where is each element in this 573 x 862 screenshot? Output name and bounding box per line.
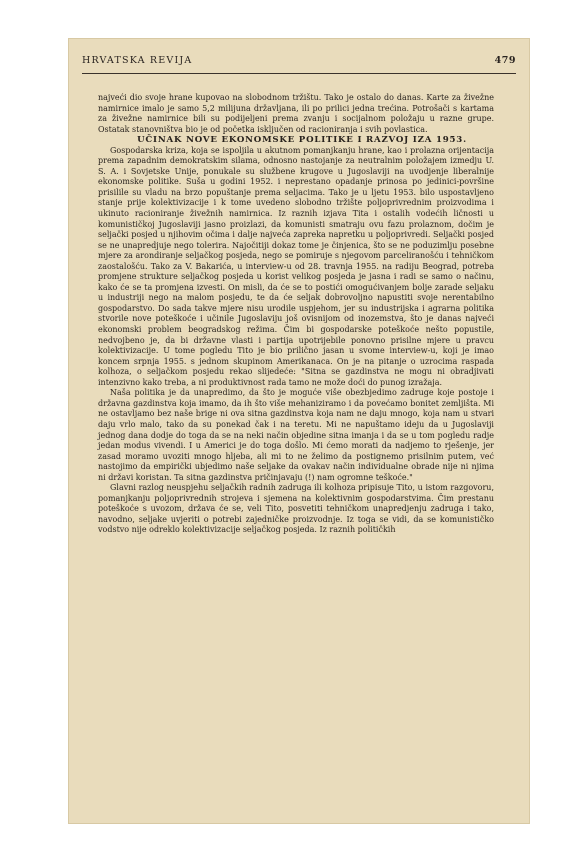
- header-rule: [82, 73, 516, 74]
- paragraph-1: Gospodarska kriza, koja se ispoljila u akutnom pomanjkanju hrane, kao i prolazna orijentacija prema zapadnim demokratskim silama, odnosno nastojanje za neutralnim položajem izmedju U. S. A. i Sovjetske Unije, ponukale su službene krugove u Jugoslaviji na uvodjenje liberalnije ekonomske politike. Suša u godini 1952. i neprestano opadanje prinosa po jedinici-površine prisilile su vladu na brzo popuštanje prema seljacima. Tako je u ljetu 1953. bilo uspostavljeno stanje prije kolektivizacije i k tome uvedeno slobodno tržište poljoprivrednim proizvodima i ukinuto racioniranje živežnih namirnica. Iz raznih izjava Tita i ostalih vodećih ličnosti u komunističkoj Jugoslaviji jasno proizlazi, da komunisti smatraju ovu fazu prolaznom, dočim je seljački posjed u njihovim očima i dalje najveća zapreka napretku u poljoprivredi. Seljački posjed se ne unapredjuje nego tolerira. Najočitiji dokaz tome je činjenica, što se ne poduzimlju posebne mjere za arondiranje seljačkog posjeda, nego se pomiruje s njegovom parceliranošću i tehničkom zaostalošću. Tako za V. Bakarića, u interview-u od 28. travnja 1955. na radiju Beograd, potreba promjene strukture seljačkog posjeda u korist velikog posjeda je jasna i radi se samo o načinu, kako će se ta promjena izvesti. On misli, da će se to postići omogućivanjem bolje zarade seljaku u industriji nego na malom posjedu, te da će seljak dobrovoljno napustiti svoje nerentabilno gospodarstvo. Do sada takve mjere nisu urodile uspjehom, jer su industrijska i agrarna politika stvorile nove poteškoće i učinile Jugoslaviju još ovisnijom od inozemstva, što je danas najveći ekonomski problem beogradskog režima. Čim bi gospodarske poteškoće nešto popustile, nedvojbeno je, da bi državne vlasti i partija upotrijebile ponovno prisilne mjere u pravcu kolektivizacije. U tome pogledu Tito je bio prilično jasan u svome interview-u, koji je imao koncem srpnja 1955. s jednom skupinom Amerikanaca. On je na pitanje o uzrocima raspada kolhoza, o seljačkom posjedu rekao slijedeće: "Sitna se gazdinstva ne mogu ni obradjivati intenzivno kako treba, a ni produktivnost rada tamo ne može doći do punog izražaja.: [98, 145, 494, 387]
- paragraph-2: Naša politika je da unapredimo, da što je moguće više obezbjedimo zadruge koje postoje i državna gazdinstva koja imamo, da ih što više mehaniziramo i da povećamo bonitet zemljišta. Mi ne ostavljamo bez naše brige ni ova sitna gazdinstva koja nam ne daju mnogo, koja nam u stvari daju vrlo malo, tako da su ponekad čak i na teretu. Mi ne napuštamo ideju da u Jugoslaviji jednog dana dodje do toga da se na neki način objedine sitna imanja i da se u tom pogledu radje jedan modus vivendi. I u Americi je do toga došlo. Mi ćemo morati da nadjemo to rješenje, jer zasad moramo uvoziti mnogo hljeba, ali mi to ne želimo da postignemo prisilnim putem, već nastojimo da empirički ubjedimo naše seljake da ovakav način individualne obrade nije ni njima ni državi koristan. Ta sitna gazdinstva pričinjavaju (!) nam ogromne teškoće.": [98, 388, 494, 482]
- section-heading: UČINAK NOVE EKONOMSKE POLITIKE I RAZVOJ IZA 1953.: [137, 135, 467, 146]
- article-body: [98, 93, 494, 536]
- running-head: [82, 55, 516, 69]
- paragraph-3: Glavni razlog neuspjehu seljačkih radnih zadruga ili kolhoza pripisuje Tito, u istom razgovoru, pomanjkanju poljoprivrednih strojeva i sjemena na kolektivnim gospodarstvima. Čim prestanu poteškoće s uvozom, država će se, veli Tito, posvetiti tehničkom unapredjenju zadruga i tako, navodno, seljake uvjeriti o potrebi zajedničke proizvodnje. Iz toga se vidi, da se komunističko vodstvo nije odreklo kolektivizacije seljačkog posjeda. Iz raznih političkih: [98, 483, 494, 535]
- intro-paragraph: najveći dio svoje hrane kupovao na slobodnom tržištu. Tako je ostalo do danas. Karte za živežne namirnice imalo je samo 5,2 milijuna državljana, ili po prilici jedna trećina. Potrošači s kartama za živežne namirnice bili su podijeljeni prema zvanju i socijalnom položaju u razne grupe. Ostatak stanovništva bio je od početka isključen od racioniranja i svih povlastica.: [98, 93, 494, 134]
- journal-title: HRVATSKA REVIJA: [82, 55, 193, 66]
- book-page: [68, 38, 530, 824]
- page-number: 479: [494, 55, 516, 66]
